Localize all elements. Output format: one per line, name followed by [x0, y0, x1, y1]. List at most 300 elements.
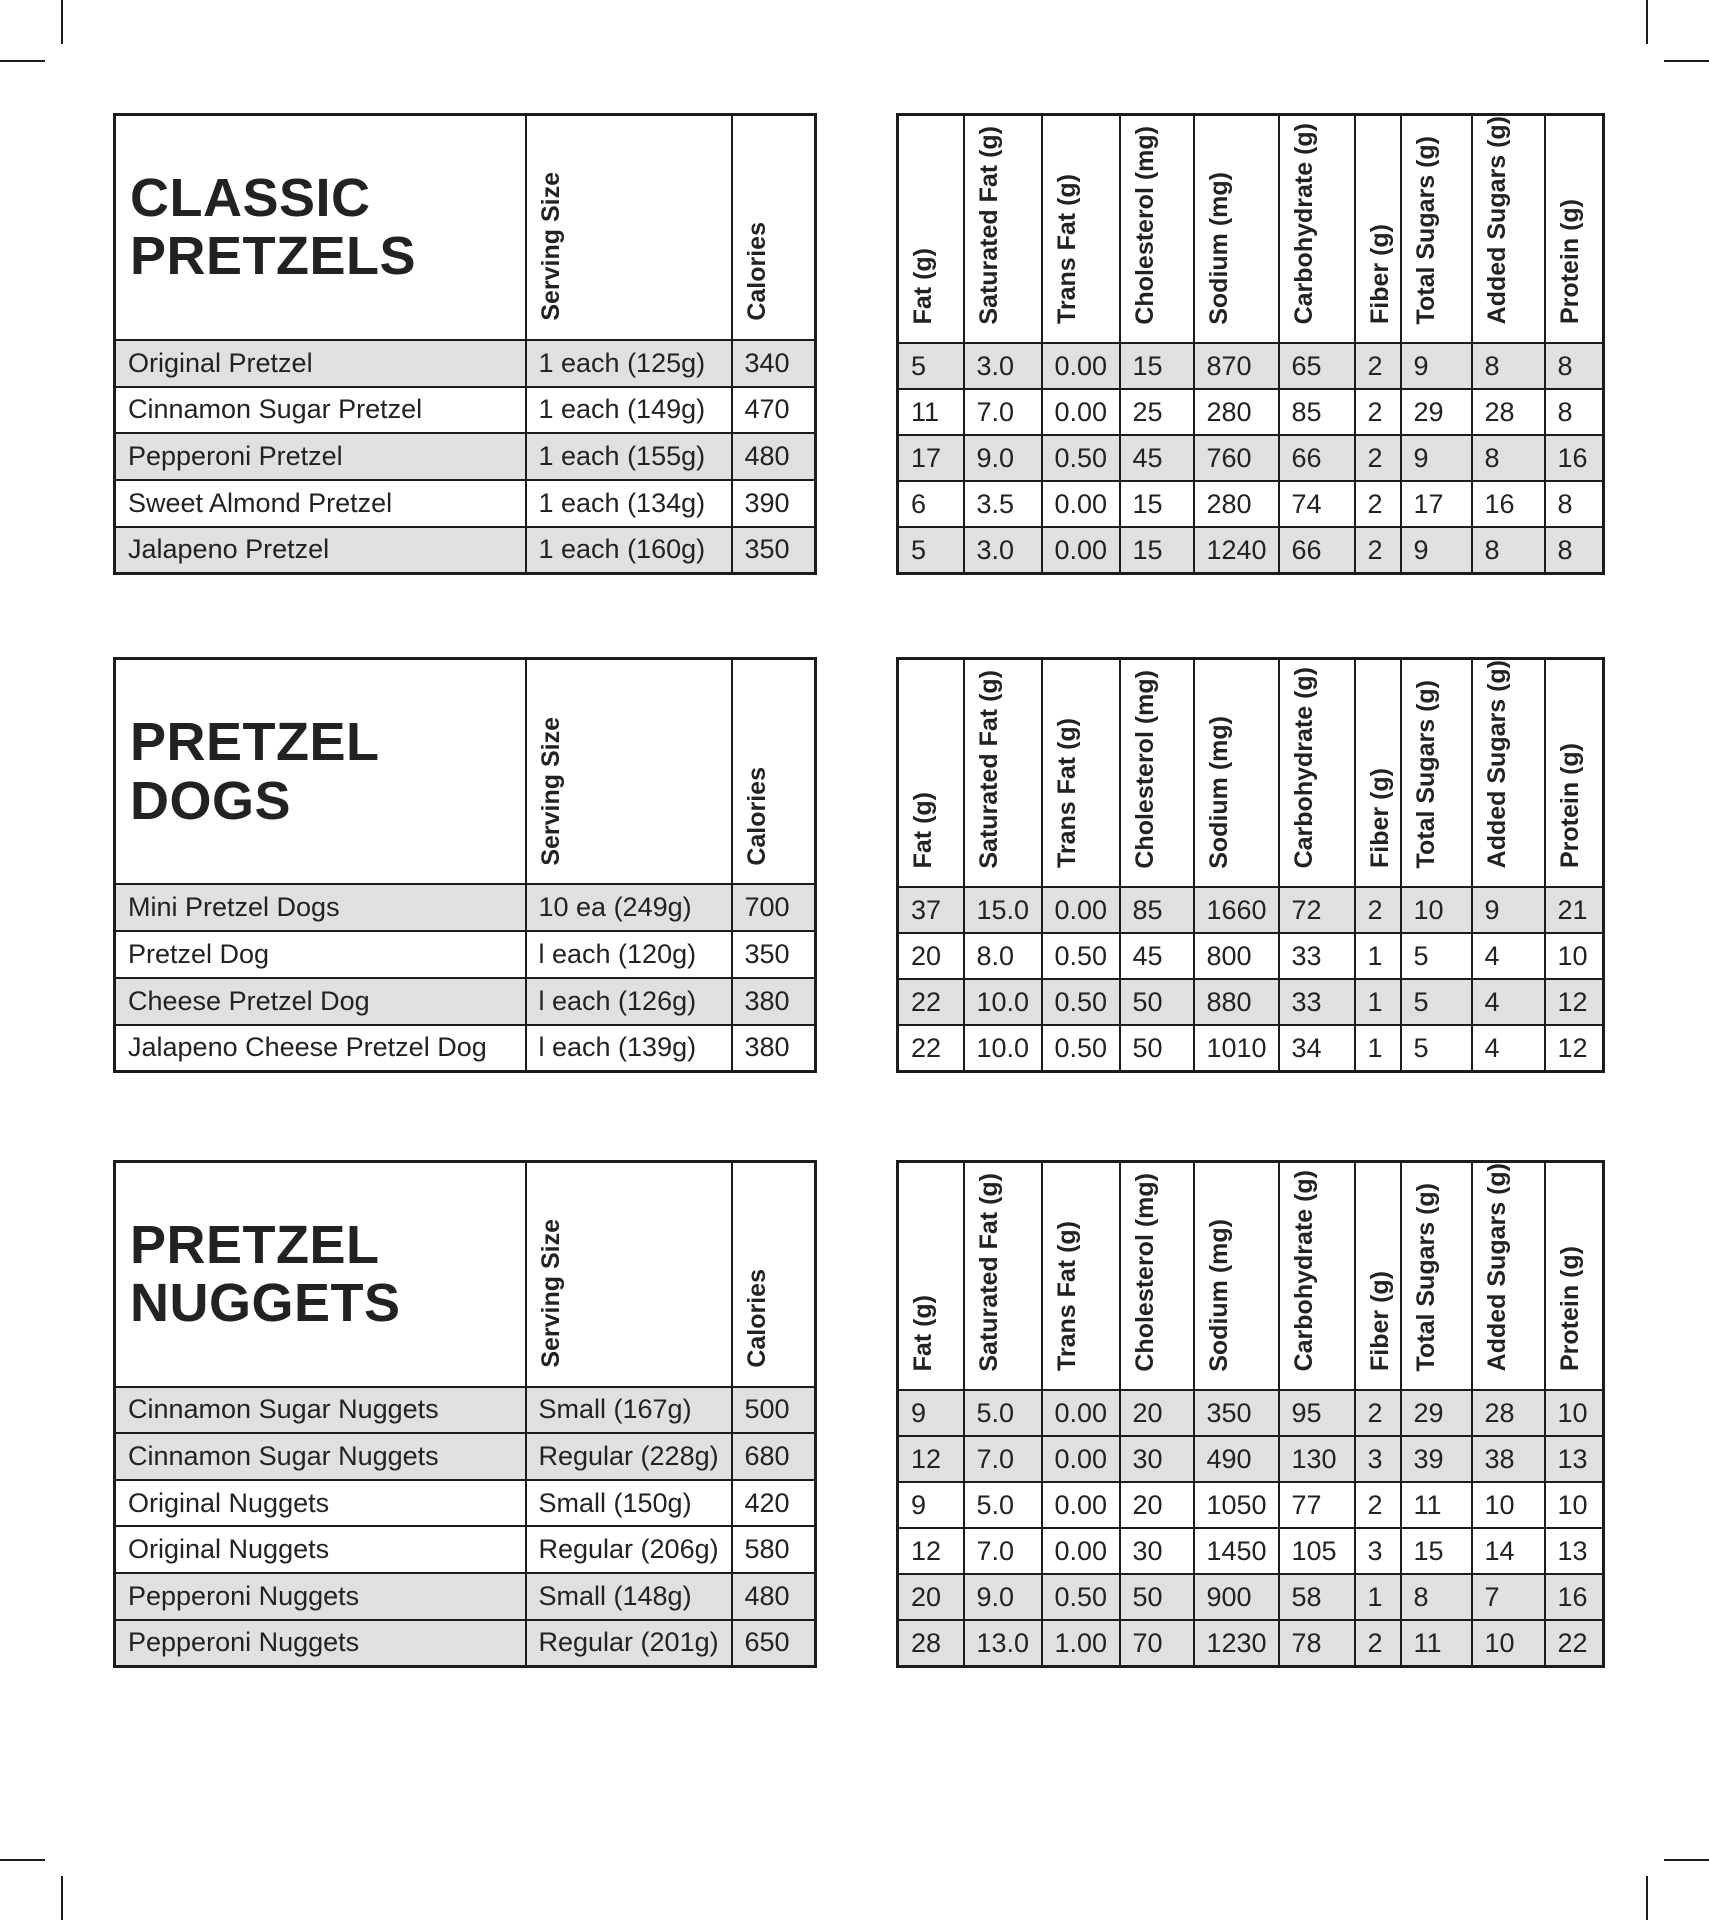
calories-cell: 340: [732, 340, 816, 387]
rotated-column-label: Fat (g): [909, 247, 937, 325]
nutrition-value-cell: 8: [1472, 343, 1545, 389]
nutrition-value-cell: 5: [1401, 979, 1472, 1025]
nutrition-value-cell: 1010: [1194, 1025, 1279, 1071]
nutrition-value-cell: 17: [1401, 481, 1472, 527]
nutrition-value-cell: 1660: [1194, 887, 1279, 933]
nutrition-value-cell: 760: [1194, 435, 1279, 481]
calories-cell: 470: [732, 387, 816, 434]
nutrition-value-cell: 16: [1545, 435, 1604, 481]
nutrition-value-cell: 10: [1545, 933, 1604, 979]
rotated-column-label: Added Sugars (g): [1482, 660, 1511, 869]
nutrition-value-cell: 8: [1545, 343, 1604, 389]
nutrition-value-cell: 8: [1472, 435, 1545, 481]
nutrition-value-cell: 2: [1355, 481, 1401, 527]
nutrition-column-header: [1401, 115, 1472, 344]
nutrition-value-cell: 0.00: [1042, 389, 1120, 435]
item-name-cell: Jalapeno Cheese Pretzel Dog: [115, 1025, 526, 1072]
serving-size-cell: l each (126g): [526, 978, 732, 1025]
calories-column-header: [732, 659, 816, 885]
nutrition-row: [898, 389, 1604, 435]
nutrition-value-cell: 14: [1472, 1528, 1545, 1574]
nutrition-value-cell: 12: [898, 1436, 964, 1482]
nutrition-value-cell: 1050: [1194, 1482, 1279, 1528]
items-table: [113, 657, 817, 1073]
nutrition-value-cell: 800: [1194, 933, 1279, 979]
nutrition-value-cell: 1: [1355, 933, 1401, 979]
nutrition-value-cell: 2: [1355, 435, 1401, 481]
nutrition-value-cell: 22: [898, 979, 964, 1025]
nutrition-section: [113, 657, 1605, 1073]
table-row: [115, 433, 816, 480]
nutrition-value-cell: 7.0: [964, 1528, 1042, 1574]
section-title: PRETZEL DOGS: [115, 659, 526, 885]
serving-size-cell: 1 each (125g): [526, 340, 732, 387]
nutrition-value-cell: 5: [1401, 933, 1472, 979]
nutrition-row: [898, 1574, 1604, 1620]
nutrition-column-header: [1279, 115, 1355, 344]
nutrition-value-cell: 11: [1401, 1620, 1472, 1666]
nutrition-value-cell: 30: [1120, 1436, 1194, 1482]
nutrition-row: [898, 887, 1604, 933]
nutrition-value-cell: 20: [1120, 1390, 1194, 1436]
rotated-column-label: Calories: [742, 1268, 771, 1368]
section-title: PRETZEL NUGGETS: [115, 1162, 526, 1387]
nutrition-value-cell: 20: [898, 1574, 964, 1620]
nutrition-value-cell: 7.0: [964, 1436, 1042, 1482]
nutrition-value-cell: 1230: [1194, 1620, 1279, 1666]
nutrition-value-cell: 8: [1545, 481, 1604, 527]
item-name-cell: Cinnamon Sugar Nuggets: [115, 1387, 526, 1434]
nutrition-column-header: [1545, 115, 1604, 344]
item-name-cell: Pepperoni Nuggets: [115, 1573, 526, 1620]
nutrition-row: [898, 435, 1604, 481]
nutrition-value-cell: 1450: [1194, 1528, 1279, 1574]
rotated-column-label: Calories: [742, 222, 771, 321]
nutrition-value-cell: 16: [1545, 1574, 1604, 1620]
nutrition-value-cell: 10.0: [964, 979, 1042, 1025]
rotated-column-label: Serving Size: [536, 172, 565, 321]
nutrition-value-cell: 8: [1545, 527, 1604, 573]
nutrition-header-row: [898, 115, 1604, 344]
nutrition-value-cell: 11: [898, 389, 964, 435]
nutrition-value-cell: 50: [1120, 1574, 1194, 1620]
item-name-cell: Original Nuggets: [115, 1526, 526, 1573]
nutrition-value-cell: 9: [1401, 343, 1472, 389]
nutrition-value-cell: 3: [1355, 1528, 1401, 1574]
items-header-row: [115, 115, 816, 340]
table-row: [115, 1620, 816, 1667]
nutrition-column-header: [1120, 1162, 1194, 1391]
nutrition-value-cell: 130: [1279, 1436, 1355, 1482]
nutrition-value-cell: 490: [1194, 1436, 1279, 1482]
nutrition-value-cell: 15: [1401, 1528, 1472, 1574]
table-row: [115, 931, 816, 978]
rotated-column-label: Cholesterol (mg): [1130, 1172, 1159, 1372]
nutrition-column-header: [1042, 1162, 1120, 1391]
nutrition-value-cell: 2: [1355, 389, 1401, 435]
nutrition-value-cell: 2: [1355, 343, 1401, 389]
nutrition-value-cell: 2: [1355, 1390, 1401, 1436]
item-name-cell: Jalapeno Pretzel: [115, 527, 526, 574]
nutrition-row: [898, 343, 1604, 389]
nutrition-column-header: [1194, 659, 1279, 888]
calories-column-header: [732, 115, 816, 340]
table-row: [115, 884, 816, 931]
serving-size-cell: 1 each (155g): [526, 433, 732, 480]
serving-size-cell: Small (167g): [526, 1387, 732, 1434]
nutrition-value-cell: 20: [898, 933, 964, 979]
nutrition-value-cell: 5.0: [964, 1482, 1042, 1528]
rotated-column-label: Fat (g): [909, 1294, 937, 1372]
rotated-column-label: Fiber (g): [1365, 768, 1394, 869]
nutrition-value-cell: 7: [1472, 1574, 1545, 1620]
item-name-cell: Pepperoni Pretzel: [115, 433, 526, 480]
rotated-column-label: Sodium (mg): [1204, 715, 1233, 869]
nutrition-value-cell: 17: [898, 435, 964, 481]
rotated-column-label: Carbohydrate (g): [1289, 1169, 1318, 1372]
nutrition-value-cell: 10: [1545, 1390, 1604, 1436]
nutrition-value-cell: 5: [898, 527, 964, 573]
nutrition-value-cell: 9: [1472, 887, 1545, 933]
nutrition-value-cell: 33: [1279, 979, 1355, 1025]
calories-cell: 700: [732, 884, 816, 931]
nutrition-value-cell: 2: [1355, 1482, 1401, 1528]
nutrition-value-cell: 66: [1279, 527, 1355, 573]
nutrition-value-cell: 0.00: [1042, 1436, 1120, 1482]
nutrition-value-cell: 4: [1472, 933, 1545, 979]
nutrition-value-cell: 25: [1120, 389, 1194, 435]
nutrition-value-cell: 70: [1120, 1620, 1194, 1666]
nutrition-column-header: [964, 115, 1042, 344]
nutrition-column-header: [898, 1162, 964, 1391]
nutrition-column-header: [1279, 659, 1355, 888]
nutrition-value-cell: 1.00: [1042, 1620, 1120, 1666]
calories-cell: 480: [732, 433, 816, 480]
nutrition-value-cell: 0.50: [1042, 1574, 1120, 1620]
nutrition-value-cell: 10: [1472, 1482, 1545, 1528]
nutrition-value-cell: 5: [1401, 1025, 1472, 1071]
item-name-cell: Sweet Almond Pretzel: [115, 480, 526, 527]
calories-cell: 380: [732, 1025, 816, 1072]
rotated-column-label: Saturated Fat (g): [974, 125, 1003, 325]
rotated-column-label: Cholesterol (mg): [1130, 125, 1159, 325]
calories-cell: 390: [732, 480, 816, 527]
nutrition-value-cell: 1: [1355, 979, 1401, 1025]
nutrition-table: [896, 657, 1605, 1073]
items-header-row: [115, 1162, 816, 1387]
nutrition-column-header: [1120, 115, 1194, 344]
nutrition-value-cell: 22: [1545, 1620, 1604, 1666]
calories-cell: 650: [732, 1620, 816, 1667]
nutrition-value-cell: 65: [1279, 343, 1355, 389]
item-name-cell: Mini Pretzel Dogs: [115, 884, 526, 931]
nutrition-column-header: [1472, 115, 1545, 344]
nutrition-value-cell: 0.50: [1042, 1025, 1120, 1071]
nutrition-value-cell: 0.00: [1042, 887, 1120, 933]
item-name-cell: Original Pretzel: [115, 340, 526, 387]
nutrition-value-cell: 280: [1194, 389, 1279, 435]
serving-size-cell: Small (148g): [526, 1573, 732, 1620]
item-name-cell: Pretzel Dog: [115, 931, 526, 978]
nutrition-value-cell: 0.00: [1042, 1390, 1120, 1436]
nutrition-value-cell: 50: [1120, 1025, 1194, 1071]
calories-cell: 420: [732, 1480, 816, 1527]
nutrition-value-cell: 15: [1120, 343, 1194, 389]
nutrition-value-cell: 33: [1279, 933, 1355, 979]
nutrition-value-cell: 2: [1355, 1620, 1401, 1666]
nutrition-header-row: [898, 659, 1604, 888]
item-name-cell: Original Nuggets: [115, 1480, 526, 1527]
nutrition-value-cell: 58: [1279, 1574, 1355, 1620]
item-name-cell: Cheese Pretzel Dog: [115, 978, 526, 1025]
serving-size-cell: Small (150g): [526, 1480, 732, 1527]
rotated-column-label: Trans Fat (g): [1052, 718, 1081, 869]
nutrition-value-cell: 37: [898, 887, 964, 933]
items-table: [113, 1160, 817, 1668]
serving-size-column-header: [526, 659, 732, 885]
nutrition-value-cell: 3: [1355, 1436, 1401, 1482]
nutrition-row: [898, 527, 1604, 573]
rotated-column-label: Protein (g): [1555, 199, 1584, 325]
rotated-column-label: Saturated Fat (g): [974, 1172, 1003, 1372]
calories-cell: 680: [732, 1433, 816, 1480]
nutrition-table: [896, 1160, 1605, 1668]
nutrition-row: [898, 1620, 1604, 1666]
nutrition-value-cell: 8: [1545, 389, 1604, 435]
nutrition-value-cell: 9.0: [964, 435, 1042, 481]
nutrition-value-cell: 22: [898, 1025, 964, 1071]
serving-size-cell: Regular (228g): [526, 1433, 732, 1480]
nutrition-value-cell: 0.00: [1042, 1528, 1120, 1574]
nutrition-column-header: [964, 659, 1042, 888]
rotated-column-label: Carbohydrate (g): [1289, 666, 1318, 869]
nutrition-row: [898, 1482, 1604, 1528]
nutrition-value-cell: 12: [1545, 979, 1604, 1025]
nutrition-value-cell: 30: [1120, 1528, 1194, 1574]
nutrition-value-cell: 1240: [1194, 527, 1279, 573]
nutrition-value-cell: 870: [1194, 343, 1279, 389]
nutrition-value-cell: 0.50: [1042, 979, 1120, 1025]
calories-column-header: [732, 1162, 816, 1387]
rotated-column-label: Cholesterol (mg): [1130, 669, 1159, 869]
nutrition-value-cell: 350: [1194, 1390, 1279, 1436]
nutrition-value-cell: 4: [1472, 979, 1545, 1025]
table-row: [115, 1480, 816, 1527]
nutrition-value-cell: 13: [1545, 1528, 1604, 1574]
nutrition-value-cell: 280: [1194, 481, 1279, 527]
nutrition-value-cell: 2: [1355, 527, 1401, 573]
rotated-column-label: Serving Size: [536, 1218, 565, 1368]
table-row: [115, 1573, 816, 1620]
serving-size-cell: 1 each (149g): [526, 387, 732, 434]
calories-cell: 350: [732, 527, 816, 574]
nutrition-value-cell: 13.0: [964, 1620, 1042, 1666]
rotated-column-label: Total Sugars (g): [1411, 679, 1440, 869]
nutrition-value-cell: 95: [1279, 1390, 1355, 1436]
rotated-column-label: Fat (g): [909, 791, 937, 869]
nutrition-column-header: [1472, 1162, 1545, 1391]
rotated-column-label: Total Sugars (g): [1411, 1182, 1440, 1372]
nutrition-value-cell: 78: [1279, 1620, 1355, 1666]
item-name-cell: Cinnamon Sugar Pretzel: [115, 387, 526, 434]
nutrition-column-header: [898, 659, 964, 888]
nutrition-value-cell: 50: [1120, 979, 1194, 1025]
nutrition-section: [113, 113, 1605, 575]
nutrition-value-cell: 6: [898, 481, 964, 527]
rotated-column-label: Saturated Fat (g): [974, 669, 1003, 869]
table-row: [115, 480, 816, 527]
rotated-column-label: Total Sugars (g): [1411, 135, 1440, 325]
rotated-column-label: Added Sugars (g): [1482, 116, 1511, 325]
nutrition-value-cell: 9: [898, 1482, 964, 1528]
calories-cell: 350: [732, 931, 816, 978]
nutrition-column-header: [1545, 1162, 1604, 1391]
nutrition-column-header: [1472, 659, 1545, 888]
nutrition-value-cell: 8: [1472, 527, 1545, 573]
nutrition-row: [898, 1390, 1604, 1436]
nutrition-row: [898, 481, 1604, 527]
calories-cell: 580: [732, 1526, 816, 1573]
nutrition-column-header: [1194, 115, 1279, 344]
rotated-column-label: Fiber (g): [1365, 1271, 1394, 1372]
nutrition-value-cell: 29: [1401, 1390, 1472, 1436]
nutrition-value-cell: 900: [1194, 1574, 1279, 1620]
nutrition-value-cell: 3.5: [964, 481, 1042, 527]
nutrition-value-cell: 85: [1279, 389, 1355, 435]
nutrition-value-cell: 28: [898, 1620, 964, 1666]
nutrition-value-cell: 9: [1401, 527, 1472, 573]
nutrition-value-cell: 2: [1355, 887, 1401, 933]
nutrition-column-header: [1401, 1162, 1472, 1391]
nutrition-value-cell: 66: [1279, 435, 1355, 481]
nutrition-value-cell: 16: [1472, 481, 1545, 527]
nutrition-value-cell: 8.0: [964, 933, 1042, 979]
nutrition-value-cell: 11: [1401, 1482, 1472, 1528]
nutrition-value-cell: 4: [1472, 1025, 1545, 1071]
table-row: [115, 1433, 816, 1480]
nutrition-value-cell: 9: [898, 1390, 964, 1436]
table-row: [115, 527, 816, 574]
calories-cell: 380: [732, 978, 816, 1025]
nutrition-value-cell: 15: [1120, 481, 1194, 527]
rotated-column-label: Sodium (mg): [1204, 171, 1233, 325]
nutrition-value-cell: 10: [1472, 1620, 1545, 1666]
nutrition-value-cell: 72: [1279, 887, 1355, 933]
nutrition-column-header: [964, 1162, 1042, 1391]
nutrition-column-header: [1042, 659, 1120, 888]
nutrition-table: [896, 113, 1605, 575]
table-row: [115, 340, 816, 387]
nutrition-row: [898, 1528, 1604, 1574]
nutrition-column-header: [1401, 659, 1472, 888]
serving-size-cell: l each (120g): [526, 931, 732, 978]
nutrition-value-cell: 15: [1120, 527, 1194, 573]
nutrition-column-header: [1194, 1162, 1279, 1391]
nutrition-row: [898, 1025, 1604, 1071]
nutrition-value-cell: 39: [1401, 1436, 1472, 1482]
serving-size-column-header: [526, 115, 732, 340]
nutrition-column-header: [1042, 115, 1120, 344]
nutrition-column-header: [1355, 1162, 1401, 1391]
nutrition-value-cell: 0.00: [1042, 481, 1120, 527]
nutrition-value-cell: 45: [1120, 435, 1194, 481]
nutrition-value-cell: 0.00: [1042, 527, 1120, 573]
table-row: [115, 978, 816, 1025]
serving-size-cell: 1 each (134g): [526, 480, 732, 527]
serving-size-cell: Regular (201g): [526, 1620, 732, 1667]
nutrition-header-row: [898, 1162, 1604, 1391]
rotated-column-label: Calories: [742, 766, 771, 866]
nutrition-value-cell: 45: [1120, 933, 1194, 979]
nutrition-value-cell: 77: [1279, 1482, 1355, 1528]
nutrition-value-cell: 5.0: [964, 1390, 1042, 1436]
section-title: CLASSIC PRETZELS: [115, 115, 526, 340]
rotated-column-label: Protein (g): [1555, 1246, 1584, 1372]
nutrition-value-cell: 9: [1401, 435, 1472, 481]
nutrition-value-cell: 9.0: [964, 1574, 1042, 1620]
nutrition-value-cell: 20: [1120, 1482, 1194, 1528]
nutrition-value-cell: 5: [898, 343, 964, 389]
rotated-column-label: Trans Fat (g): [1052, 1221, 1081, 1372]
nutrition-column-header: [1545, 659, 1604, 888]
serving-size-cell: Regular (206g): [526, 1526, 732, 1573]
nutrition-value-cell: 8: [1401, 1574, 1472, 1620]
nutrition-value-cell: 12: [1545, 1025, 1604, 1071]
table-row: [115, 1025, 816, 1072]
nutrition-value-cell: 0.00: [1042, 1482, 1120, 1528]
nutrition-value-cell: 3.0: [964, 527, 1042, 573]
rotated-column-label: Trans Fat (g): [1052, 174, 1081, 325]
calories-cell: 480: [732, 1573, 816, 1620]
serving-size-cell: 1 each (160g): [526, 527, 732, 574]
nutrition-value-cell: 1: [1355, 1574, 1401, 1620]
nutrition-column-header: [898, 115, 964, 344]
table-row: [115, 1526, 816, 1573]
nutrition-value-cell: 34: [1279, 1025, 1355, 1071]
nutrition-column-header: [1355, 115, 1401, 344]
nutrition-row: [898, 979, 1604, 1025]
table-row: [115, 1387, 816, 1434]
nutrition-value-cell: 10: [1545, 1482, 1604, 1528]
rotated-column-label: Fiber (g): [1365, 224, 1394, 325]
nutrition-value-cell: 15.0: [964, 887, 1042, 933]
rotated-column-label: Protein (g): [1555, 743, 1584, 869]
nutrition-value-cell: 10: [1401, 887, 1472, 933]
nutrition-row: [898, 1436, 1604, 1482]
serving-size-cell: l each (139g): [526, 1025, 732, 1072]
nutrition-value-cell: 880: [1194, 979, 1279, 1025]
nutrition-value-cell: 21: [1545, 887, 1604, 933]
serving-size-column-header: [526, 1162, 732, 1387]
nutrition-value-cell: 74: [1279, 481, 1355, 527]
nutrition-column-header: [1355, 659, 1401, 888]
nutrition-column-header: [1120, 659, 1194, 888]
nutrition-value-cell: 0.00: [1042, 343, 1120, 389]
nutrition-value-cell: 105: [1279, 1528, 1355, 1574]
table-row: [115, 387, 816, 434]
rotated-column-label: Carbohydrate (g): [1289, 122, 1318, 325]
nutrition-value-cell: 0.50: [1042, 933, 1120, 979]
nutrition-value-cell: 28: [1472, 1390, 1545, 1436]
serving-size-cell: 10 ea (249g): [526, 884, 732, 931]
nutrition-column-header: [1279, 1162, 1355, 1391]
nutrition-row: [898, 933, 1604, 979]
nutrition-value-cell: 85: [1120, 887, 1194, 933]
calories-cell: 500: [732, 1387, 816, 1434]
nutrition-value-cell: 12: [898, 1528, 964, 1574]
rotated-column-label: Sodium (mg): [1204, 1218, 1233, 1372]
item-name-cell: Cinnamon Sugar Nuggets: [115, 1433, 526, 1480]
